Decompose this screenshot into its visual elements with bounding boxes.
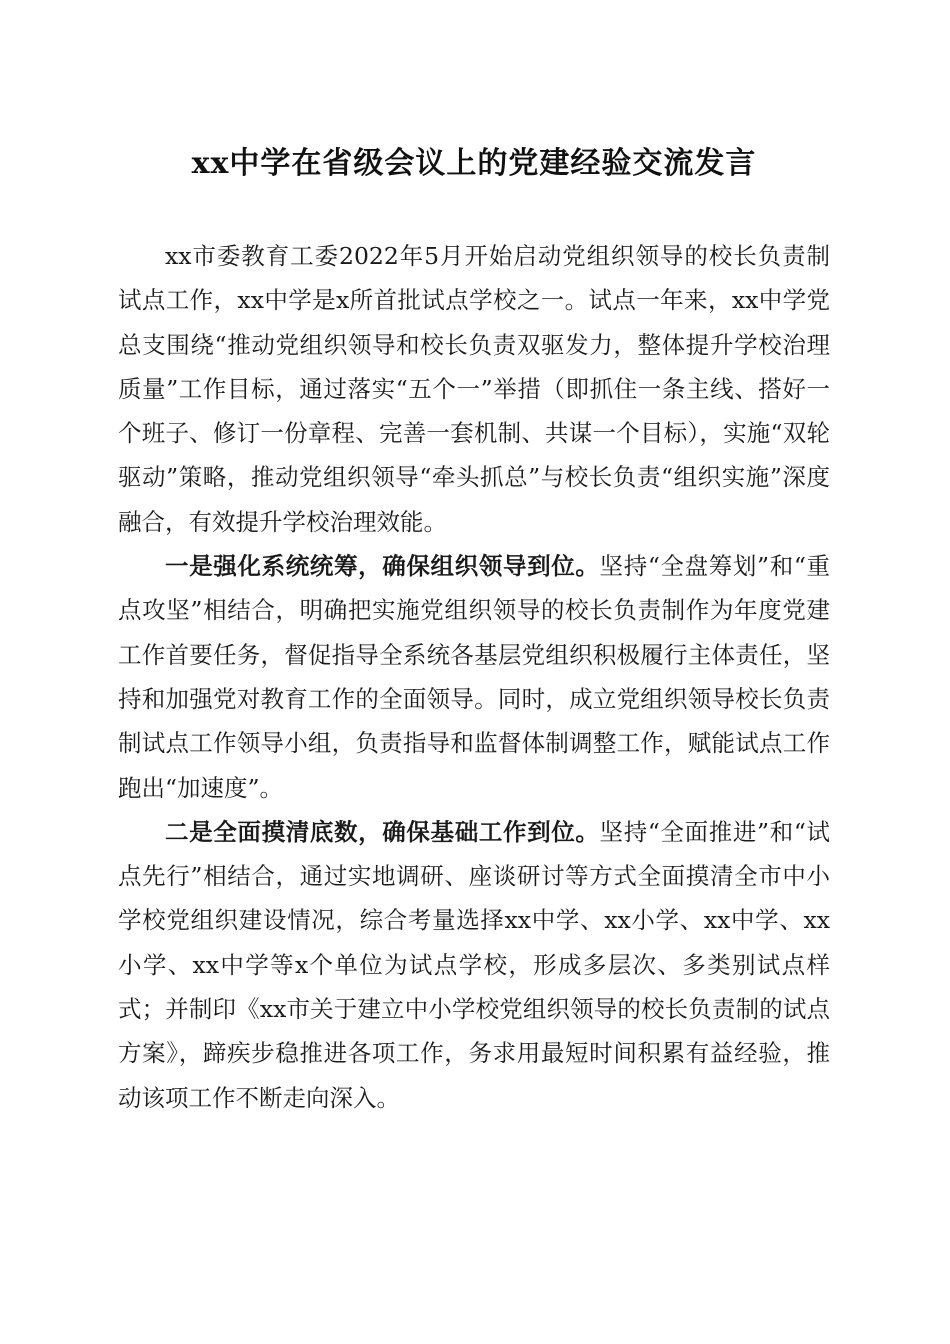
section-1-text: 坚持“全盘筹划”和“重点攻坚”相结合，明确把实施党组织领导的校长负责制作为年度党建工作首要任务，督促指导全系统各基层党组织积极履行主体责任，坚持和加强党对教育工作的全面领导。同时，成立党组织领导校长负责制试点工作领导小组，负责指导和监督体制调整工作，赋能试点工作跑出“加速度”。 bbox=[118, 552, 831, 802]
section-2-heading: 二是全面摸清底数，确保基础工作到位。 bbox=[165, 817, 600, 846]
paragraph-section-2 bbox=[118, 810, 830, 1120]
paragraph-intro-text: xx市委教育工委2022年5月开始启动党组织领导的校长负责制试点工作，xx中学是x所首批试点学校之一。试点一年来，xx中学党总支围绕“推动党组织领导和校长负责双驱发力，整体提升学校治理质量”工作目标，通过落实“五个一”举措（即抓住一条主线、搭好一个班子、修订一份章程、完善一套机制、共谋一个目标），实施“双轮驱动”策略，推动党组织领导“牵头抓总”与校长负责“组织实施”深度融合，有效提升学校治理效能。 bbox=[118, 242, 830, 536]
document-title: xx中学在省级会议上的党建经验交流发言 bbox=[191, 146, 757, 181]
paragraph-intro bbox=[118, 234, 830, 544]
section-1-heading: 一是强化系统统筹，确保组织领导到位。 bbox=[165, 552, 600, 581]
section-2-text: 坚持“全面推进”和“试点先行”相结合，通过实地调研、座谈研讨等方式全面摸清全市中小学校党组织建设情况，综合考量选择xx中学、xx小学、xx中学、xx小学、xx中学等x个单位为试点学校，形成多层次、多类别试点样式；并制印《xx市关于建立中小学校党组织领导的校长负责制的试点方案》，蹄疾步稳推进各项工作，务求用最短时间积累有益经验，推动该项工作不断走向深入。 bbox=[118, 817, 831, 1112]
paragraph-section-1 bbox=[118, 544, 830, 810]
document-page bbox=[118, 0, 830, 1120]
